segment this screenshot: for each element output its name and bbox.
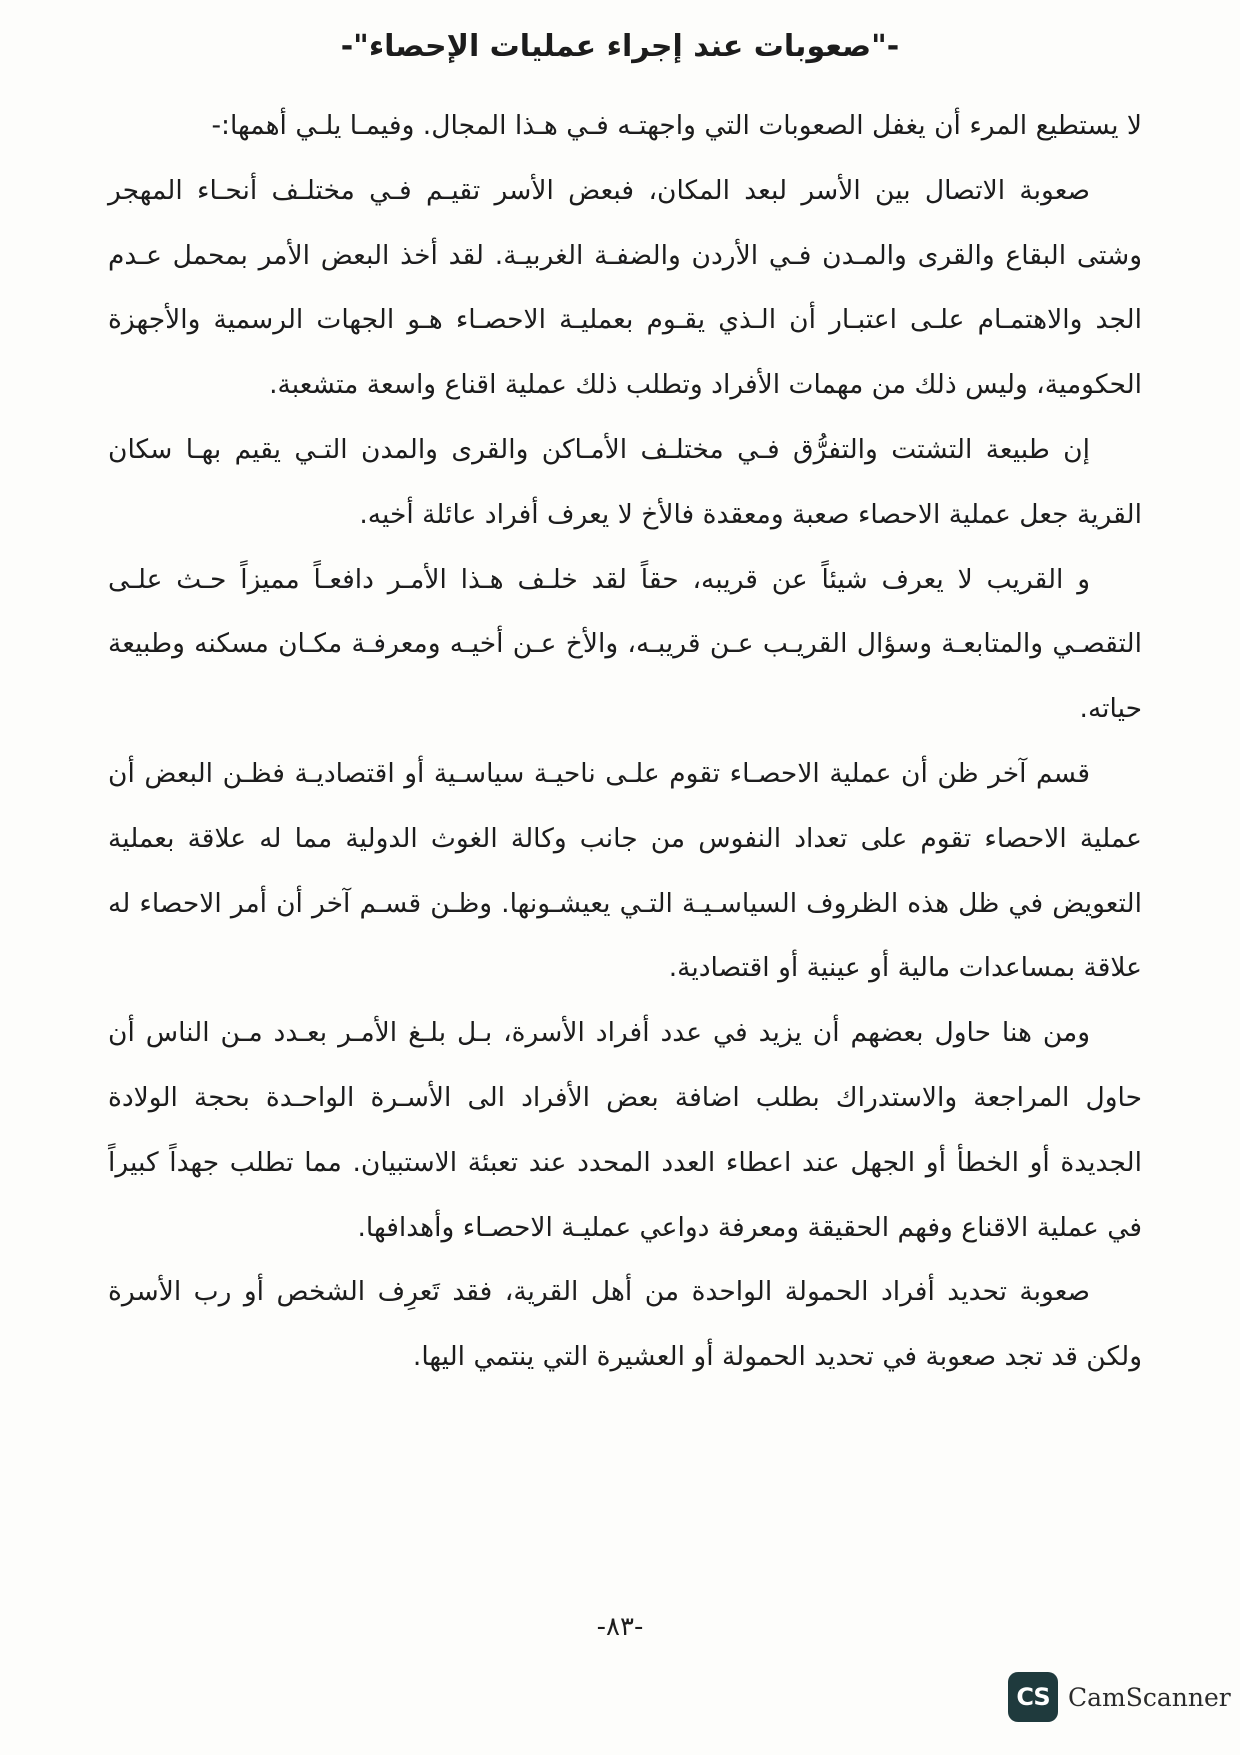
paragraph-clan-identification: صعوبة تحديد أفراد الحمولة الواحدة من أهل القرية، فقد تَعرِف الشخص أو رب الأسرة ولكن قد تجد صعوبة في تحديد الحمولة أو العشيرة التي ينتمي اليها. [108,1276,1142,1373]
camscanner-logo-icon: CS [1008,1672,1058,1722]
paragraph-intro: لا يستطيع المرء أن يغفل الصعوبات التي واجهتـه فـي هـذا المجال. وفيمـا يلـي أهمها:- [211,110,1142,141]
paragraph-dispersion: إن طبيعة التشتت والتفرُّق فـي مختلـف الأمـاكن والقرى والمدن التـي يقيم بهـا سكان القرية جعل عملية الاحصاء صعبة ومعقدة فالأخ لا يعرف أفراد عائلة أخيه. [108,433,1142,530]
page-title: -"صعوبات عند إجراء عمليات الإحصاء"- [340,29,900,64]
camscanner-watermark [1008,1672,1231,1722]
paragraph-communication-difficulty: صعوبة الاتصال بين الأسر لبعد المكان، فبعض الأسر تقيـم فـي مختلـف أنحـاء المهجر وشتى البقاع والقرى والمـدن فـي الأردن والضفـة الغربيـة. لقد أخذ البعض الأمر بمحمل عـدم الجد والاهتمـام علـى اعتبـار أن الـذي يقـوم بعمليـة الاحصـاء هـو الجهات الرسمية والأجهزة الحكومية، وليس ذلك من مهمات الأفراد وتطلب ذلك عملية اقناع واسعة متشعبة. [108,174,1142,401]
page-number: -٨٣- [596,1612,644,1642]
body-text [108,94,1142,1390]
camscanner-label: CamScanner [1068,1682,1231,1712]
paragraph-relatives: و القريب لا يعرف شيئاً عن قريبه، حقاً لقد خلـف هـذا الأمـر دافعـاً مميزاً حـث علـى التقصـي والمتابعـة وسؤال القريـب عـن قريبـه، والأخ عـن أخيـه ومعرفـة مكـان مسكنه وطبيعة حياته. [108,563,1142,725]
paragraph-inflation: ومن هنا حاول بعضهم أن يزيد في عدد أفراد الأسرة، بـل بلـغ الأمـر بعـدد مـن الناس أن حاول المراجعة والاستدراك بطلب اضافة بعض الأفراد الى الأسـرة الواحـدة بحجة الولادة الجديدة أو الخطأ أو الجهل عند اعطاء العدد المحدد عند تعبئة الاستبيان. مما تطلب جهداً كبيراً في عملية الاقناع وفهم الحقيقة ومعرفة دواعي عمليـة الاحصـاء وأهدافها. [108,1017,1142,1243]
paragraph-misconception: قسم آخر ظن أن عملية الاحصـاء تقوم علـى ناحيـة سياسـية أو اقتصاديـة فظـن البعض أن عملية الاحصاء تقوم على تعداد النفوس من جانب وكالة الغوث الدولية مما له علاقة بعملية التعويض في ظل هذه الظروف السياسـيـة التـي يعيشـونها. وظـن قسـم آخر أن أمر الاحصاء له علاقة بمساعدات مالية أو عينية أو اقتصادية. [108,757,1142,984]
